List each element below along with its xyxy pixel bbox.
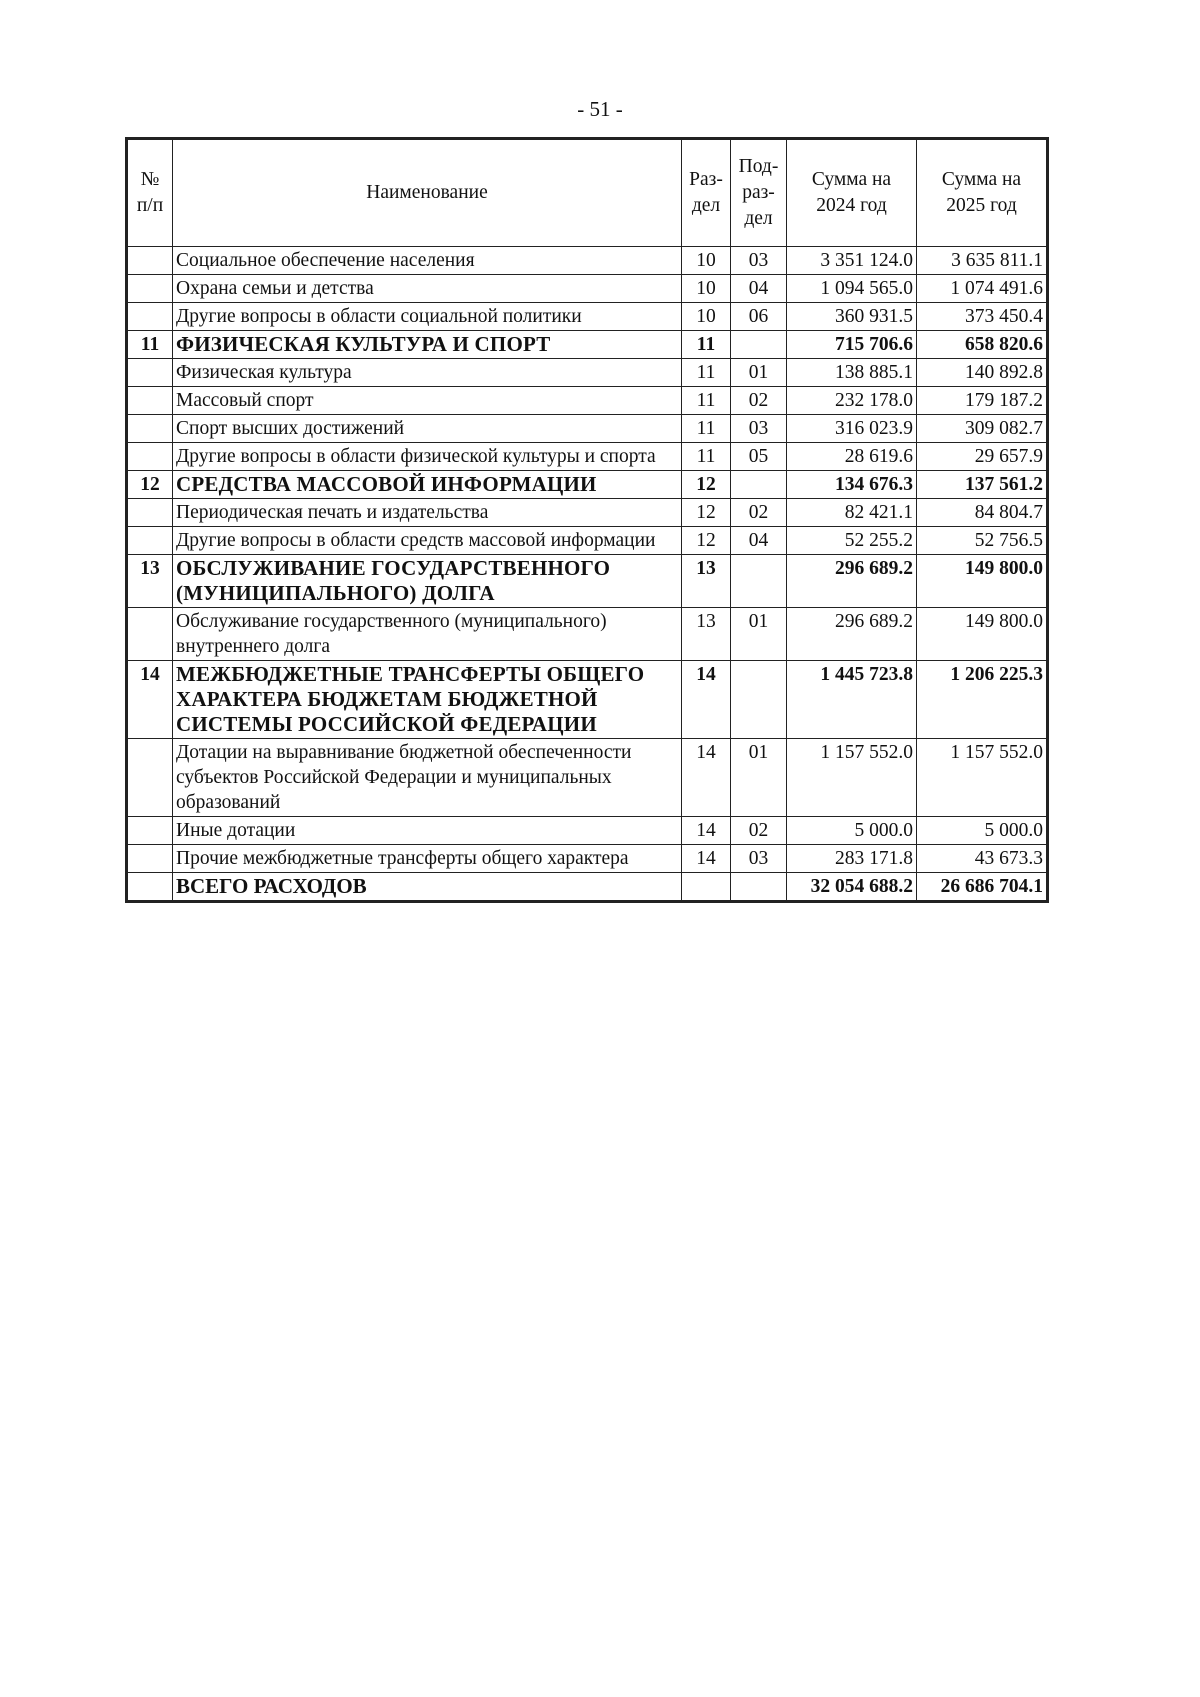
table-row bbox=[127, 303, 1048, 331]
table-row bbox=[127, 387, 1048, 415]
row-razdel: 12 bbox=[682, 471, 731, 499]
table-row bbox=[127, 499, 1048, 527]
row-sum-2024: 1 094 565.0 bbox=[787, 275, 917, 303]
row-name: Охрана семьи и детства bbox=[173, 275, 682, 303]
row-razdel: 11 bbox=[682, 415, 731, 443]
row-sum-2025: 3 635 811.1 bbox=[917, 247, 1048, 275]
row-num bbox=[127, 817, 173, 845]
table-row bbox=[127, 608, 1048, 661]
row-sum-2024: 32 054 688.2 bbox=[787, 873, 917, 902]
row-name: ОБСЛУЖИВАНИЕ ГОСУДАРСТВЕННОГО (МУНИЦИПАЛЬНОГО) ДОЛГА bbox=[173, 555, 682, 608]
row-num bbox=[127, 873, 173, 902]
row-razdel: 14 bbox=[682, 845, 731, 873]
budget-table bbox=[125, 137, 1049, 903]
row-razdel: 11 bbox=[682, 443, 731, 471]
row-podrazdel bbox=[731, 331, 787, 359]
page-number: - 51 - bbox=[577, 97, 623, 121]
row-num bbox=[127, 275, 173, 303]
row-sum-2024: 1 445 723.8 bbox=[787, 661, 917, 739]
row-num: 14 bbox=[127, 661, 173, 739]
row-name: Другие вопросы в области средств массовой информации bbox=[173, 527, 682, 555]
row-podrazdel: 03 bbox=[731, 845, 787, 873]
header-sum-2025: Сумма на 2025 год bbox=[917, 139, 1048, 247]
row-razdel: 14 bbox=[682, 661, 731, 739]
table-row bbox=[127, 247, 1048, 275]
row-podrazdel: 01 bbox=[731, 608, 787, 661]
row-sum-2025: 1 157 552.0 bbox=[917, 739, 1048, 817]
row-sum-2025: 1 206 225.3 bbox=[917, 661, 1048, 739]
row-razdel: 10 bbox=[682, 303, 731, 331]
row-razdel: 10 bbox=[682, 275, 731, 303]
row-sum-2024: 296 689.2 bbox=[787, 555, 917, 608]
row-num bbox=[127, 443, 173, 471]
row-razdel: 13 bbox=[682, 555, 731, 608]
row-name: Социальное обеспечение населения bbox=[173, 247, 682, 275]
table-body bbox=[127, 247, 1048, 902]
row-num: 13 bbox=[127, 555, 173, 608]
header-sum-2024: Сумма на 2024 год bbox=[787, 139, 917, 247]
row-sum-2025: 179 187.2 bbox=[917, 387, 1048, 415]
row-sum-2025: 84 804.7 bbox=[917, 499, 1048, 527]
row-num: 11 bbox=[127, 331, 173, 359]
row-sum-2024: 52 255.2 bbox=[787, 527, 917, 555]
row-name: Иные дотации bbox=[173, 817, 682, 845]
row-sum-2024: 283 171.8 bbox=[787, 845, 917, 873]
row-podrazdel: 03 bbox=[731, 247, 787, 275]
row-podrazdel: 02 bbox=[731, 499, 787, 527]
row-name: Спорт высших достижений bbox=[173, 415, 682, 443]
section-row bbox=[127, 331, 1048, 359]
row-podrazdel: 05 bbox=[731, 443, 787, 471]
row-num bbox=[127, 359, 173, 387]
row-name: Прочие межбюджетные трансферты общего характера bbox=[173, 845, 682, 873]
row-sum-2024: 82 421.1 bbox=[787, 499, 917, 527]
row-num bbox=[127, 739, 173, 817]
table-row bbox=[127, 845, 1048, 873]
table-row bbox=[127, 739, 1048, 817]
row-razdel: 11 bbox=[682, 359, 731, 387]
row-sum-2025: 309 082.7 bbox=[917, 415, 1048, 443]
row-sum-2025: 52 756.5 bbox=[917, 527, 1048, 555]
table-row bbox=[127, 275, 1048, 303]
row-sum-2024: 316 023.9 bbox=[787, 415, 917, 443]
row-sum-2025: 43 673.3 bbox=[917, 845, 1048, 873]
row-podrazdel: 01 bbox=[731, 359, 787, 387]
table-row bbox=[127, 415, 1048, 443]
row-sum-2024: 3 351 124.0 bbox=[787, 247, 917, 275]
header-razdel: Раз- дел bbox=[682, 139, 731, 247]
row-sum-2024: 360 931.5 bbox=[787, 303, 917, 331]
row-podrazdel bbox=[731, 471, 787, 499]
table-header-row bbox=[127, 139, 1048, 247]
row-sum-2025: 140 892.8 bbox=[917, 359, 1048, 387]
row-num bbox=[127, 845, 173, 873]
row-sum-2024: 232 178.0 bbox=[787, 387, 917, 415]
row-podrazdel: 02 bbox=[731, 817, 787, 845]
section-row bbox=[127, 661, 1048, 739]
row-razdel: 11 bbox=[682, 331, 731, 359]
row-sum-2024: 138 885.1 bbox=[787, 359, 917, 387]
header-name: Наименование bbox=[173, 139, 682, 247]
section-row bbox=[127, 471, 1048, 499]
row-num bbox=[127, 499, 173, 527]
row-sum-2024: 28 619.6 bbox=[787, 443, 917, 471]
row-podrazdel: 04 bbox=[731, 275, 787, 303]
row-sum-2024: 134 676.3 bbox=[787, 471, 917, 499]
row-name: Другие вопросы в области социальной политики bbox=[173, 303, 682, 331]
row-podrazdel bbox=[731, 873, 787, 902]
table-row bbox=[127, 359, 1048, 387]
row-name: ФИЗИЧЕСКАЯ КУЛЬТУРА И СПОРТ bbox=[173, 331, 682, 359]
row-name: ВСЕГО РАСХОДОВ bbox=[173, 873, 682, 902]
row-name: СРЕДСТВА МАССОВОЙ ИНФОРМАЦИИ bbox=[173, 471, 682, 499]
row-num bbox=[127, 415, 173, 443]
row-num bbox=[127, 303, 173, 331]
row-sum-2024: 715 706.6 bbox=[787, 331, 917, 359]
row-sum-2025: 658 820.6 bbox=[917, 331, 1048, 359]
row-razdel: 10 bbox=[682, 247, 731, 275]
section-row bbox=[127, 555, 1048, 608]
row-razdel: 12 bbox=[682, 499, 731, 527]
row-podrazdel: 02 bbox=[731, 387, 787, 415]
row-num bbox=[127, 527, 173, 555]
table-row bbox=[127, 443, 1048, 471]
row-name: Массовый спорт bbox=[173, 387, 682, 415]
row-name: Обслуживание государственного (муниципального) внутреннего долга bbox=[173, 608, 682, 661]
row-razdel bbox=[682, 873, 731, 902]
row-num: 12 bbox=[127, 471, 173, 499]
row-sum-2024: 1 157 552.0 bbox=[787, 739, 917, 817]
row-podrazdel bbox=[731, 661, 787, 739]
table-row bbox=[127, 817, 1048, 845]
row-name: Другие вопросы в области физической культуры и спорта bbox=[173, 443, 682, 471]
total-row bbox=[127, 873, 1048, 902]
row-sum-2025: 149 800.0 bbox=[917, 555, 1048, 608]
row-sum-2025: 149 800.0 bbox=[917, 608, 1048, 661]
row-podrazdel: 03 bbox=[731, 415, 787, 443]
row-name: Периодическая печать и издательства bbox=[173, 499, 682, 527]
row-sum-2025: 29 657.9 bbox=[917, 443, 1048, 471]
row-razdel: 14 bbox=[682, 739, 731, 817]
row-podrazdel: 01 bbox=[731, 739, 787, 817]
row-razdel: 11 bbox=[682, 387, 731, 415]
row-podrazdel: 04 bbox=[731, 527, 787, 555]
row-sum-2025: 26 686 704.1 bbox=[917, 873, 1048, 902]
row-sum-2024: 5 000.0 bbox=[787, 817, 917, 845]
row-sum-2025: 373 450.4 bbox=[917, 303, 1048, 331]
row-num bbox=[127, 608, 173, 661]
row-podrazdel: 06 bbox=[731, 303, 787, 331]
header-num: № п/п bbox=[127, 139, 173, 247]
row-razdel: 14 bbox=[682, 817, 731, 845]
row-name: Физическая культура bbox=[173, 359, 682, 387]
row-sum-2025: 137 561.2 bbox=[917, 471, 1048, 499]
row-razdel: 13 bbox=[682, 608, 731, 661]
row-sum-2024: 296 689.2 bbox=[787, 608, 917, 661]
row-podrazdel bbox=[731, 555, 787, 608]
row-name: МЕЖБЮДЖЕТНЫЕ ТРАНСФЕРТЫ ОБЩЕГО ХАРАКТЕРА БЮДЖЕТАМ БЮДЖЕТНОЙ СИСТЕМЫ РОССИЙСКОЙ ФЕДЕРАЦИИ bbox=[173, 661, 682, 739]
row-sum-2025: 5 000.0 bbox=[917, 817, 1048, 845]
row-num bbox=[127, 247, 173, 275]
row-sum-2025: 1 074 491.6 bbox=[917, 275, 1048, 303]
table-row bbox=[127, 527, 1048, 555]
row-num bbox=[127, 387, 173, 415]
row-razdel: 12 bbox=[682, 527, 731, 555]
header-podrazdel: Под- раз- дел bbox=[731, 139, 787, 247]
row-name: Дотации на выравнивание бюджетной обеспеченности субъектов Российской Федерации и муниципальных образований bbox=[173, 739, 682, 817]
